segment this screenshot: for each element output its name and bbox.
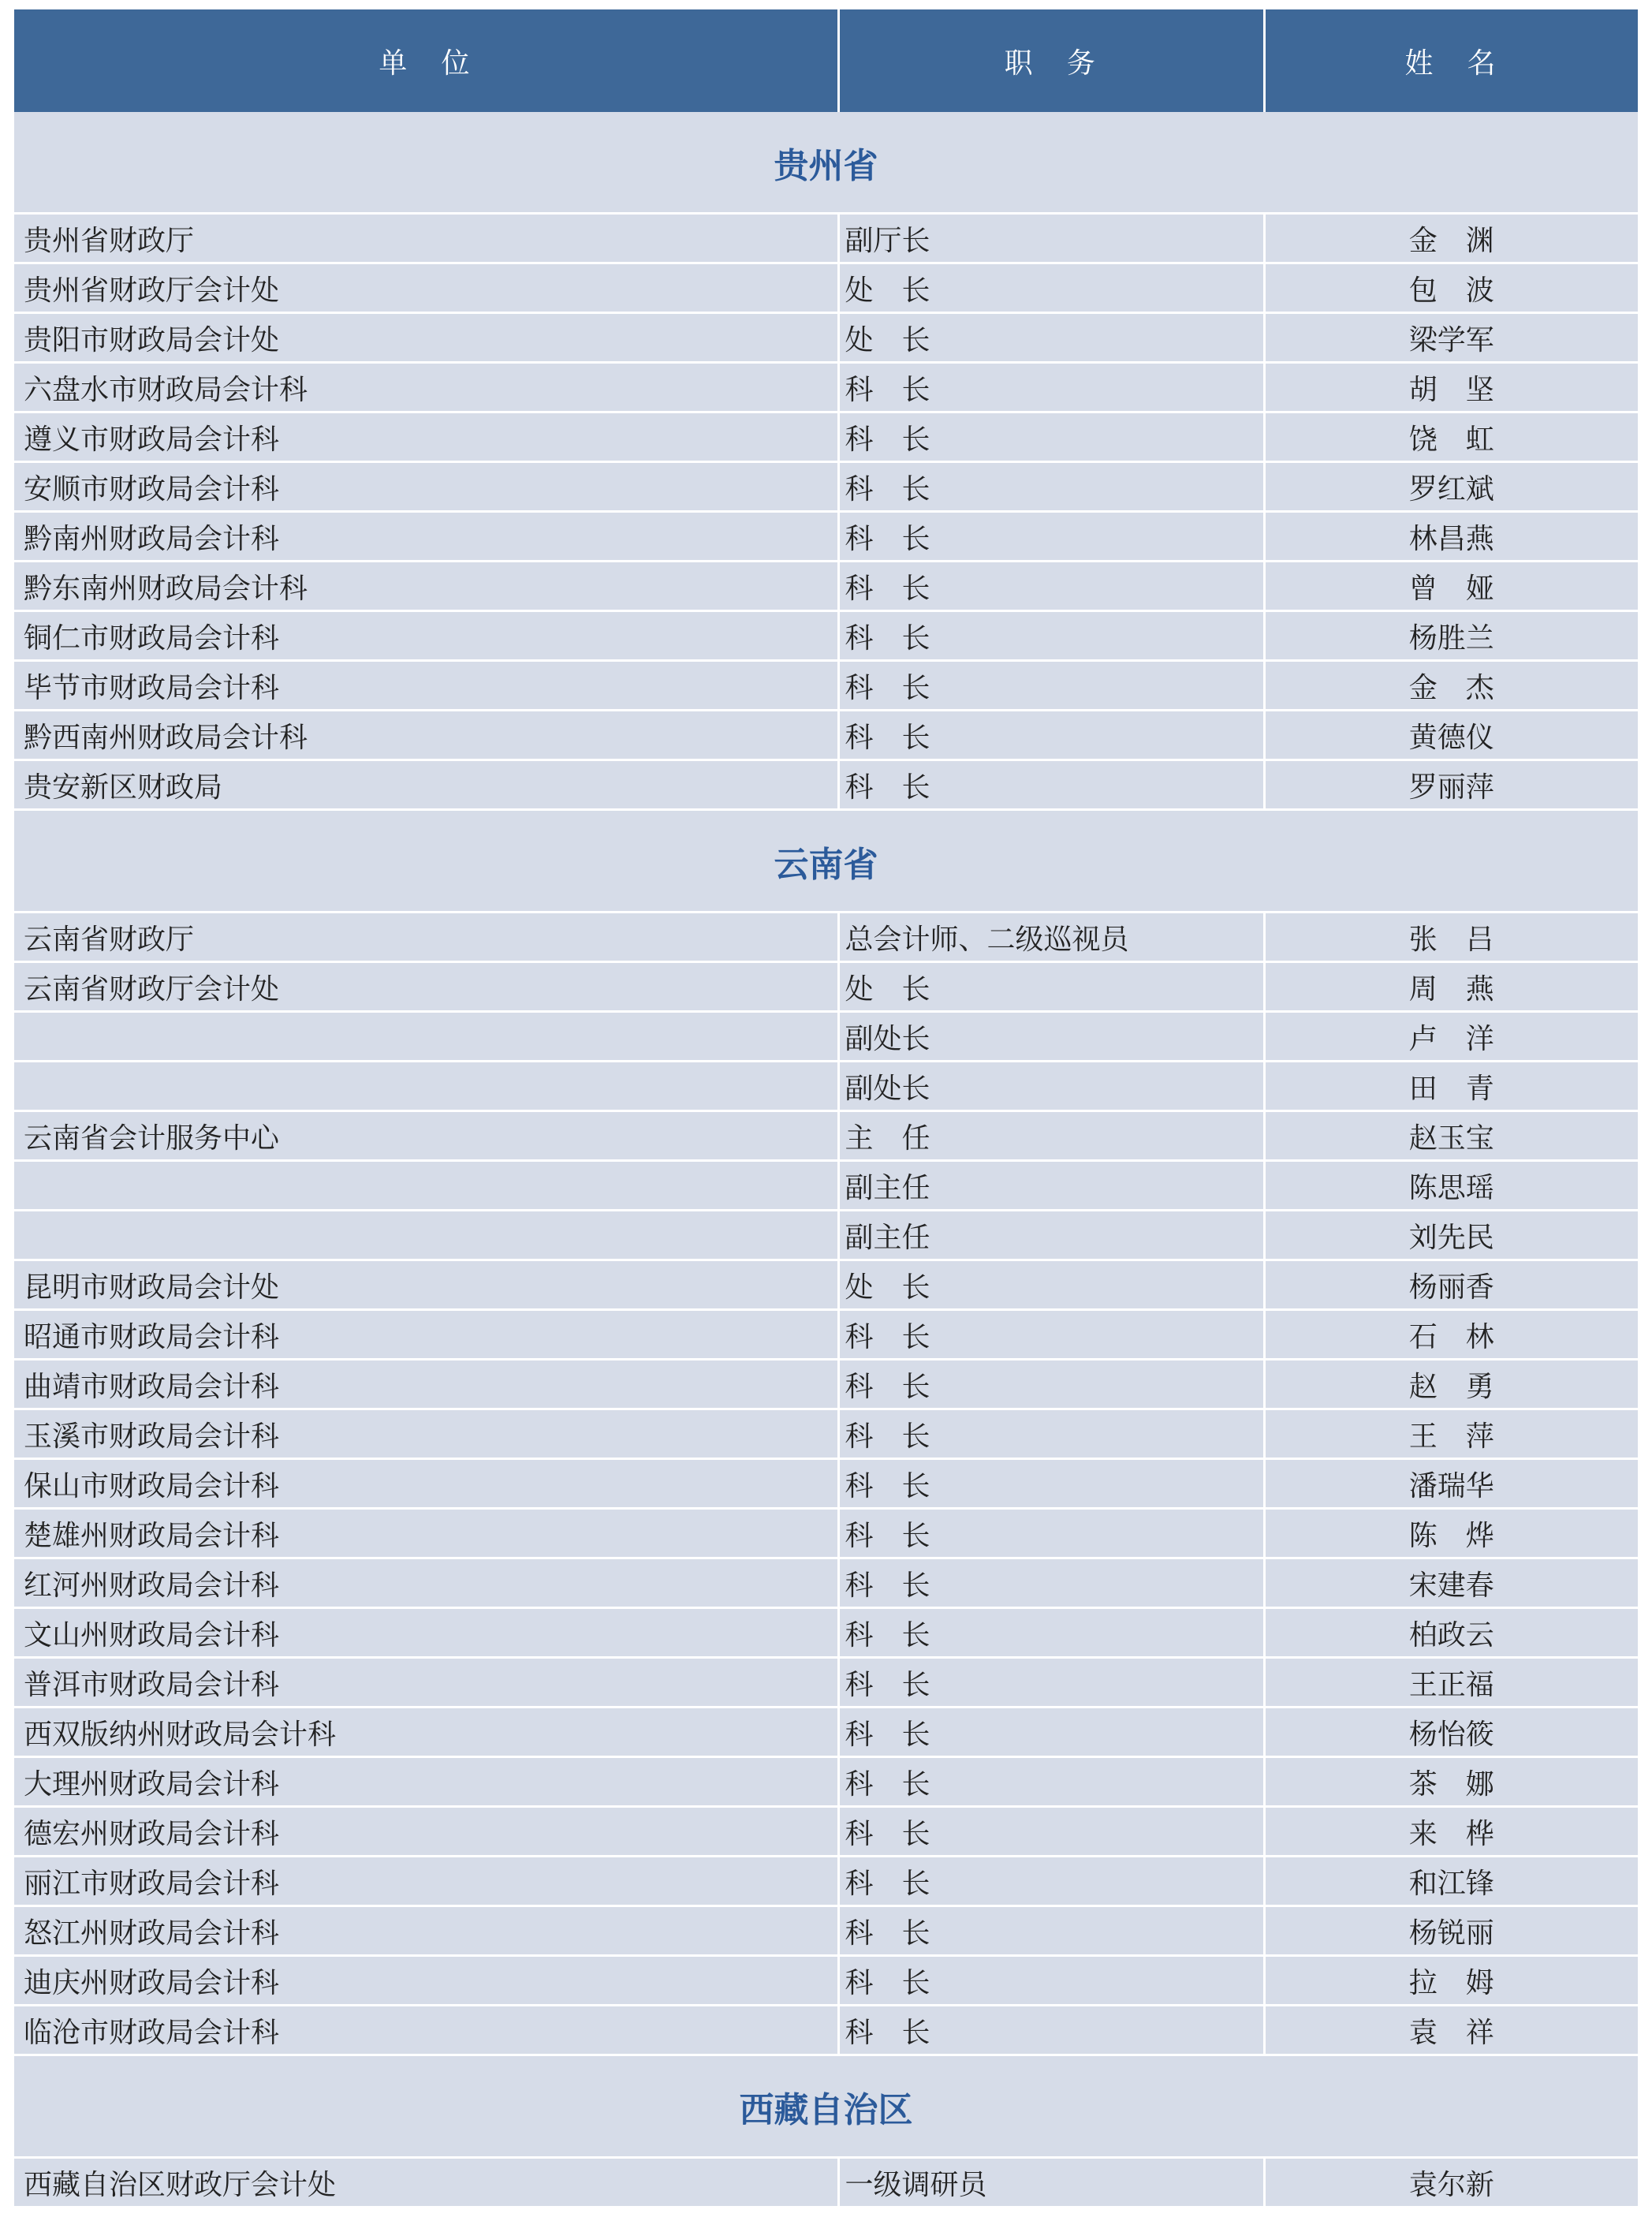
- table-row: [14, 760, 1638, 810]
- cell-position: 副主任: [838, 1161, 1264, 1211]
- cell-position: 科 长: [838, 1807, 1264, 1857]
- cell-unit: 黔东南州财政局会计科: [14, 562, 838, 611]
- cell-position: 科 长: [838, 611, 1264, 661]
- cell-position: 副处长: [838, 1012, 1264, 1062]
- cell-unit: 玉溪市财政局会计科: [14, 1409, 838, 1459]
- cell-position: 科 长: [838, 711, 1264, 760]
- table-row: [14, 1956, 1638, 2006]
- table-row: [14, 462, 1638, 512]
- table-row: [14, 1012, 1638, 1062]
- cell-unit: 西藏自治区财政厅会计处: [14, 2158, 838, 2207]
- cell-name: 王正福: [1264, 1658, 1638, 1708]
- cell-name: 周 燕: [1264, 962, 1638, 1012]
- cell-name: 柏政云: [1264, 1608, 1638, 1658]
- cell-unit: 黔西南州财政局会计科: [14, 711, 838, 760]
- table-row: [14, 1658, 1638, 1708]
- section-title: 贵州省: [14, 112, 1638, 214]
- table-row: [14, 1708, 1638, 1757]
- cell-unit: 昆明市财政局会计处: [14, 1260, 838, 1310]
- section-title: 西藏自治区: [14, 2055, 1638, 2158]
- table-row: [14, 1161, 1638, 1211]
- cell-unit: 安顺市财政局会计科: [14, 462, 838, 512]
- cell-position: 科 长: [838, 1757, 1264, 1807]
- cell-unit: 云南省财政厅会计处: [14, 962, 838, 1012]
- section-row: [14, 112, 1638, 214]
- table-row: [14, 1111, 1638, 1161]
- cell-name: 石 林: [1264, 1310, 1638, 1360]
- cell-unit: 铜仁市财政局会计科: [14, 611, 838, 661]
- cell-position: 副主任: [838, 1211, 1264, 1260]
- cell-name: 包 波: [1264, 263, 1638, 313]
- cell-unit: 保山市财政局会计科: [14, 1459, 838, 1509]
- cell-position: 科 长: [838, 1708, 1264, 1757]
- cell-position: 处 长: [838, 1260, 1264, 1310]
- table-row: [14, 1409, 1638, 1459]
- table-row: [14, 913, 1638, 962]
- table-row: [14, 313, 1638, 363]
- table-row: [14, 512, 1638, 562]
- table-row: [14, 1558, 1638, 1608]
- cell-unit: 丽江市财政局会计科: [14, 1857, 838, 1906]
- cell-position: 科 长: [838, 412, 1264, 462]
- cell-position: 科 长: [838, 363, 1264, 412]
- cell-unit: 贵阳市财政局会计处: [14, 313, 838, 363]
- cell-position: 处 长: [838, 313, 1264, 363]
- cell-name: 陈 烨: [1264, 1509, 1638, 1558]
- table-row: [14, 962, 1638, 1012]
- cell-unit: 西双版纳州财政局会计科: [14, 1708, 838, 1757]
- table-row: [14, 1360, 1638, 1409]
- cell-position: 科 长: [838, 1956, 1264, 2006]
- cell-position: 科 长: [838, 1509, 1264, 1558]
- cell-unit: 德宏州财政局会计科: [14, 1807, 838, 1857]
- section-row: [14, 2055, 1638, 2158]
- cell-name: 梁学军: [1264, 313, 1638, 363]
- cell-name: 胡 坚: [1264, 363, 1638, 412]
- cell-unit: 云南省会计服务中心: [14, 1111, 838, 1161]
- table-row: [14, 1807, 1638, 1857]
- cell-position: 科 长: [838, 512, 1264, 562]
- cell-position: 科 长: [838, 1310, 1264, 1360]
- table-row: [14, 711, 1638, 760]
- cell-name: 卢 洋: [1264, 1012, 1638, 1062]
- cell-unit: [14, 1211, 838, 1260]
- cell-position: 总会计师、二级巡视员: [838, 913, 1264, 962]
- header-unit: 单 位: [14, 9, 838, 112]
- table-row: [14, 1906, 1638, 1956]
- cell-name: 陈思瑶: [1264, 1161, 1638, 1211]
- cell-position: 科 长: [838, 1857, 1264, 1906]
- cell-unit: 云南省财政厅: [14, 913, 838, 962]
- cell-name: 杨怡筱: [1264, 1708, 1638, 1757]
- cell-name: 拉 姆: [1264, 1956, 1638, 2006]
- table-row: [14, 562, 1638, 611]
- cell-name: 刘先民: [1264, 1211, 1638, 1260]
- cell-name: 曾 娅: [1264, 562, 1638, 611]
- table-row: [14, 661, 1638, 711]
- cell-name: 袁 祥: [1264, 2006, 1638, 2055]
- cell-unit: 楚雄州财政局会计科: [14, 1509, 838, 1558]
- cell-unit: 曲靖市财政局会计科: [14, 1360, 838, 1409]
- cell-name: 赵 勇: [1264, 1360, 1638, 1409]
- table-row: [14, 611, 1638, 661]
- personnel-table: [14, 9, 1638, 2206]
- cell-position: 处 长: [838, 962, 1264, 1012]
- table-row: [14, 1757, 1638, 1807]
- cell-unit: 贵州省财政厅会计处: [14, 263, 838, 313]
- cell-position: 科 长: [838, 562, 1264, 611]
- cell-name: 张 吕: [1264, 913, 1638, 962]
- header-position: 职 务: [838, 9, 1264, 112]
- table-row: [14, 2158, 1638, 2207]
- cell-position: 科 长: [838, 760, 1264, 810]
- cell-unit: 遵义市财政局会计科: [14, 412, 838, 462]
- table-row: [14, 1509, 1638, 1558]
- cell-unit: 贵州省财政厅: [14, 214, 838, 263]
- cell-name: 茶 娜: [1264, 1757, 1638, 1807]
- cell-unit: 贵安新区财政局: [14, 760, 838, 810]
- cell-name: 罗红斌: [1264, 462, 1638, 512]
- cell-position: 处 长: [838, 263, 1264, 313]
- cell-position: 副处长: [838, 1062, 1264, 1111]
- cell-unit: 毕节市财政局会计科: [14, 661, 838, 711]
- cell-unit: 普洱市财政局会计科: [14, 1658, 838, 1708]
- cell-name: 王 萍: [1264, 1409, 1638, 1459]
- table-row: [14, 1459, 1638, 1509]
- cell-unit: 文山州财政局会计科: [14, 1608, 838, 1658]
- cell-position: 科 长: [838, 1409, 1264, 1459]
- cell-position: 主 任: [838, 1111, 1264, 1161]
- cell-name: 金 渊: [1264, 214, 1638, 263]
- cell-name: 来 桦: [1264, 1807, 1638, 1857]
- cell-unit: 大理州财政局会计科: [14, 1757, 838, 1807]
- cell-name: 宋建春: [1264, 1558, 1638, 1608]
- cell-unit: 昭通市财政局会计科: [14, 1310, 838, 1360]
- table-row: [14, 363, 1638, 412]
- table-row: [14, 263, 1638, 313]
- cell-unit: [14, 1161, 838, 1211]
- table-body: [14, 112, 1638, 2206]
- table-row: [14, 214, 1638, 263]
- cell-name: 杨锐丽: [1264, 1906, 1638, 1956]
- cell-position: 科 长: [838, 1906, 1264, 1956]
- cell-position: 科 长: [838, 462, 1264, 512]
- cell-unit: [14, 1062, 838, 1111]
- cell-name: 杨胜兰: [1264, 611, 1638, 661]
- table-row: [14, 2006, 1638, 2055]
- cell-name: 潘瑞华: [1264, 1459, 1638, 1509]
- cell-position: 科 长: [838, 1558, 1264, 1608]
- cell-position: 科 长: [838, 1459, 1264, 1509]
- header-name: 姓 名: [1264, 9, 1638, 112]
- cell-name: 金 杰: [1264, 661, 1638, 711]
- table-row: [14, 1608, 1638, 1658]
- table-row: [14, 1857, 1638, 1906]
- section-row: [14, 810, 1638, 913]
- cell-name: 田 青: [1264, 1062, 1638, 1111]
- cell-position: 科 长: [838, 1608, 1264, 1658]
- cell-position: 科 长: [838, 661, 1264, 711]
- cell-position: 一级调研员: [838, 2158, 1264, 2207]
- cell-unit: 红河州财政局会计科: [14, 1558, 838, 1608]
- table-row: [14, 1260, 1638, 1310]
- cell-position: 科 长: [838, 1658, 1264, 1708]
- cell-position: 科 长: [838, 1360, 1264, 1409]
- table-row: [14, 1062, 1638, 1111]
- cell-name: 罗丽萍: [1264, 760, 1638, 810]
- cell-name: 黄德仪: [1264, 711, 1638, 760]
- cell-unit: 六盘水市财政局会计科: [14, 363, 838, 412]
- cell-position: 科 长: [838, 2006, 1264, 2055]
- cell-name: 和江锋: [1264, 1857, 1638, 1906]
- cell-name: 林昌燕: [1264, 512, 1638, 562]
- table-row: [14, 1310, 1638, 1360]
- cell-unit: 临沧市财政局会计科: [14, 2006, 838, 2055]
- section-title: 云南省: [14, 810, 1638, 913]
- cell-unit: 黔南州财政局会计科: [14, 512, 838, 562]
- table-header-row: [14, 9, 1638, 112]
- cell-name: 饶 虹: [1264, 412, 1638, 462]
- cell-unit: 怒江州财政局会计科: [14, 1906, 838, 1956]
- cell-unit: [14, 1012, 838, 1062]
- table-row: [14, 1211, 1638, 1260]
- cell-name: 杨丽香: [1264, 1260, 1638, 1310]
- table-row: [14, 412, 1638, 462]
- cell-position: 副厅长: [838, 214, 1264, 263]
- cell-name: 袁尔新: [1264, 2158, 1638, 2207]
- cell-unit: 迪庆州财政局会计科: [14, 1956, 838, 2006]
- cell-name: 赵玉宝: [1264, 1111, 1638, 1161]
